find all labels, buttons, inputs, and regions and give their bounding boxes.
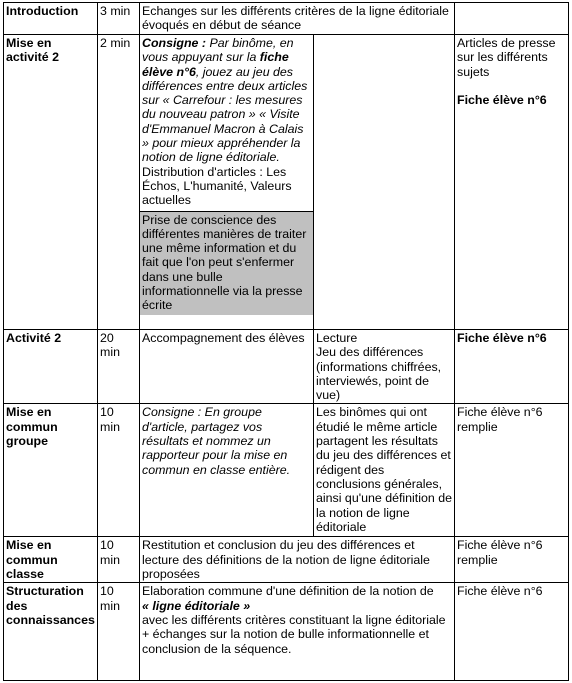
teacher-activity-cell: Accompagnement des élèves — [140, 330, 314, 404]
distribution-text: Distribution d'articles : Les Échos, L'humanité, Valeurs actuelles — [142, 164, 292, 208]
phase-cell: Introduction — [4, 3, 98, 35]
fiche-reference: fiche élève n°6 — [142, 50, 289, 79]
table-row — [4, 583, 569, 681]
consigne-label: Consigne : — [142, 36, 207, 50]
ligne-editoriale-term: « ligne éditoriale » — [142, 598, 251, 613]
duration-cell: 10 min — [98, 537, 140, 583]
support-articles: Articles de presse sur les différents sujets — [457, 36, 556, 79]
student-activity-cell: Les binômes qui ont étudié le même article partagent les résultats du jeu des différences et rédigent des conclusions générales, ainsi qu'une définition de la notion de ligne éditoriale — [314, 404, 455, 537]
phase-cell: Mise en commun groupe — [4, 404, 98, 537]
teacher-activity-cell — [140, 583, 455, 681]
duration-cell: 10 min — [98, 583, 140, 681]
table-row — [4, 35, 569, 330]
lesson-plan-table — [3, 2, 569, 681]
student-activity-cell: Lecture Jeu des différences (informations chiffrées, interviewés, point de vue) — [314, 330, 455, 404]
support-cell: Fiche élève n°6 — [455, 583, 569, 681]
table-row — [4, 537, 569, 583]
student-activity-cell — [314, 35, 455, 330]
consigne-text: Par binôme, en vous appuyant sur la — [142, 36, 294, 65]
duration-cell: 3 min — [98, 3, 140, 35]
phase-cell: Structuration des connaissances — [4, 583, 98, 681]
table-row — [4, 330, 569, 404]
phase-cell: Mise en activité 2 — [4, 35, 98, 330]
phase-cell: Activité 2 — [4, 330, 98, 404]
structuration-text: Elaboration commune d'une définition de la notion de — [142, 584, 434, 599]
structuration-criteria: avec les différents critères constituant la ligne éditoriale — [142, 613, 446, 628]
table-row — [4, 404, 569, 537]
support-cell: Fiche élève n°6 remplie — [455, 537, 569, 583]
teacher-activity-cell: Consigne : En groupe d'article, partagez vos résultats et nommez un rapporteur pour la mise en commun en classe entière. — [140, 404, 314, 537]
highlight-box: Prise de conscience des différentes manières de traiter une même information et du fait que l'on peut s'enfermer dans une bulle informationnelle via la presse écrite — [140, 211, 313, 315]
teacher-activity-cell: Echanges sur les différents critères de la ligne éditoriale évoqués en début de séance — [140, 3, 455, 35]
support-fiche: Fiche élève n°6 — [457, 92, 547, 107]
duration-cell: 2 min — [98, 35, 140, 330]
support-cell: Fiche élève n°6 remplie — [455, 404, 569, 537]
support-cell: Fiche élève n°6 — [455, 330, 569, 404]
table-row — [4, 3, 569, 35]
support-cell — [455, 3, 569, 35]
duration-cell: 20 min — [98, 330, 140, 404]
consigne-block — [140, 35, 313, 211]
support-cell — [455, 35, 569, 330]
structuration-conclusion: + échanges sur la notion de bulle informationnelle et conclusion de la séquence. — [142, 627, 429, 656]
duration-cell: 10 min — [98, 404, 140, 537]
teacher-activity-cell — [140, 35, 314, 330]
phase-cell: Mise en commun classe — [4, 537, 98, 583]
teacher-activity-cell: Restitution et conclusion du jeu des différences et lecture des définitions de la notion de ligne éditoriale proposées — [140, 537, 455, 583]
consigne-text-continued: , jouez au jeu des différences entre deux articles sur « Carrefour : les mesures du nouveau patron » « Visite d'Emmanuel Macron à Calais » pour mieux appréhender la notion de ligne éditoriale. — [142, 64, 308, 165]
